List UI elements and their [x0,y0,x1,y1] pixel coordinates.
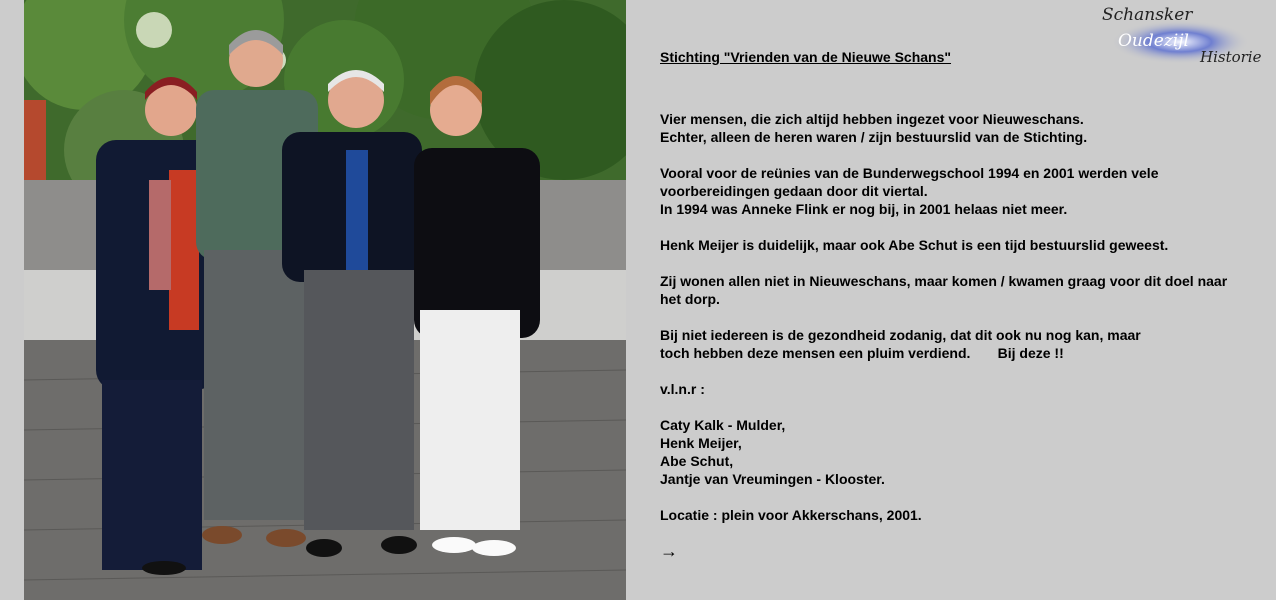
text-line: Jantje van Vreumingen - Klooster. [660,471,885,487]
text-line: Vier mensen, die zich altijd hebben ingezet voor Nieuweschans. [660,111,1084,127]
text-line: Bij niet iedereen is de gezondheid zodanig, dat dit ook nu nog kan, maar [660,327,1141,343]
text-line: Henk Meijer is duidelijk, maar ook Abe Schut is een tijd bestuurslid geweest. [660,237,1169,253]
paragraph [660,416,1260,488]
paragraph-list [660,110,1260,524]
text-line: Vooral voor de reünies van de Bunderwegschool 1994 en 2001 werden vele [660,165,1159,181]
article-text [660,48,1260,561]
text-line: voorbereidingen gedaan door dit viertal. [660,183,928,199]
paragraph [660,164,1260,218]
svg-text:Schansker: Schansker [1102,5,1193,25]
svg-text:Oudezijl: Oudezijl [1118,31,1189,51]
text-line: toch hebben deze mensen een pluim verdiend. Bij deze !! [660,345,1064,361]
paragraph [660,506,1260,524]
arrow-right-icon[interactable]: → [660,541,678,561]
group-photo [24,0,626,600]
text-line: Zij wonen allen niet in Nieuweschans, maar komen / kwamen graag voor dit doel naar [660,273,1228,289]
text-line: Abe Schut, [660,453,734,469]
page-title: Stichting "Vrienden van de Nieuwe Schans" [660,49,952,65]
paragraph [660,110,1260,146]
paragraph [660,272,1260,308]
text-line: Echter, alleen de heren waren / zijn bestuurslid van de Stichting. [660,129,1088,145]
text-line: Henk Meijer, [660,435,742,451]
text-line: In 1994 was Anneke Flink er nog bij, in 2001 helaas niet meer. [660,201,1068,217]
text-line: het dorp. [660,291,720,307]
svg-text:Historie: Historie [1200,48,1262,66]
text-line: Caty Kalk - Mulder, [660,417,786,433]
paragraph [660,236,1260,254]
paragraph [660,380,1260,398]
text-line: Locatie : plein voor Akkerschans, 2001. [660,507,922,523]
text-line: v.l.n.r : [660,381,705,397]
paragraph [660,326,1260,362]
